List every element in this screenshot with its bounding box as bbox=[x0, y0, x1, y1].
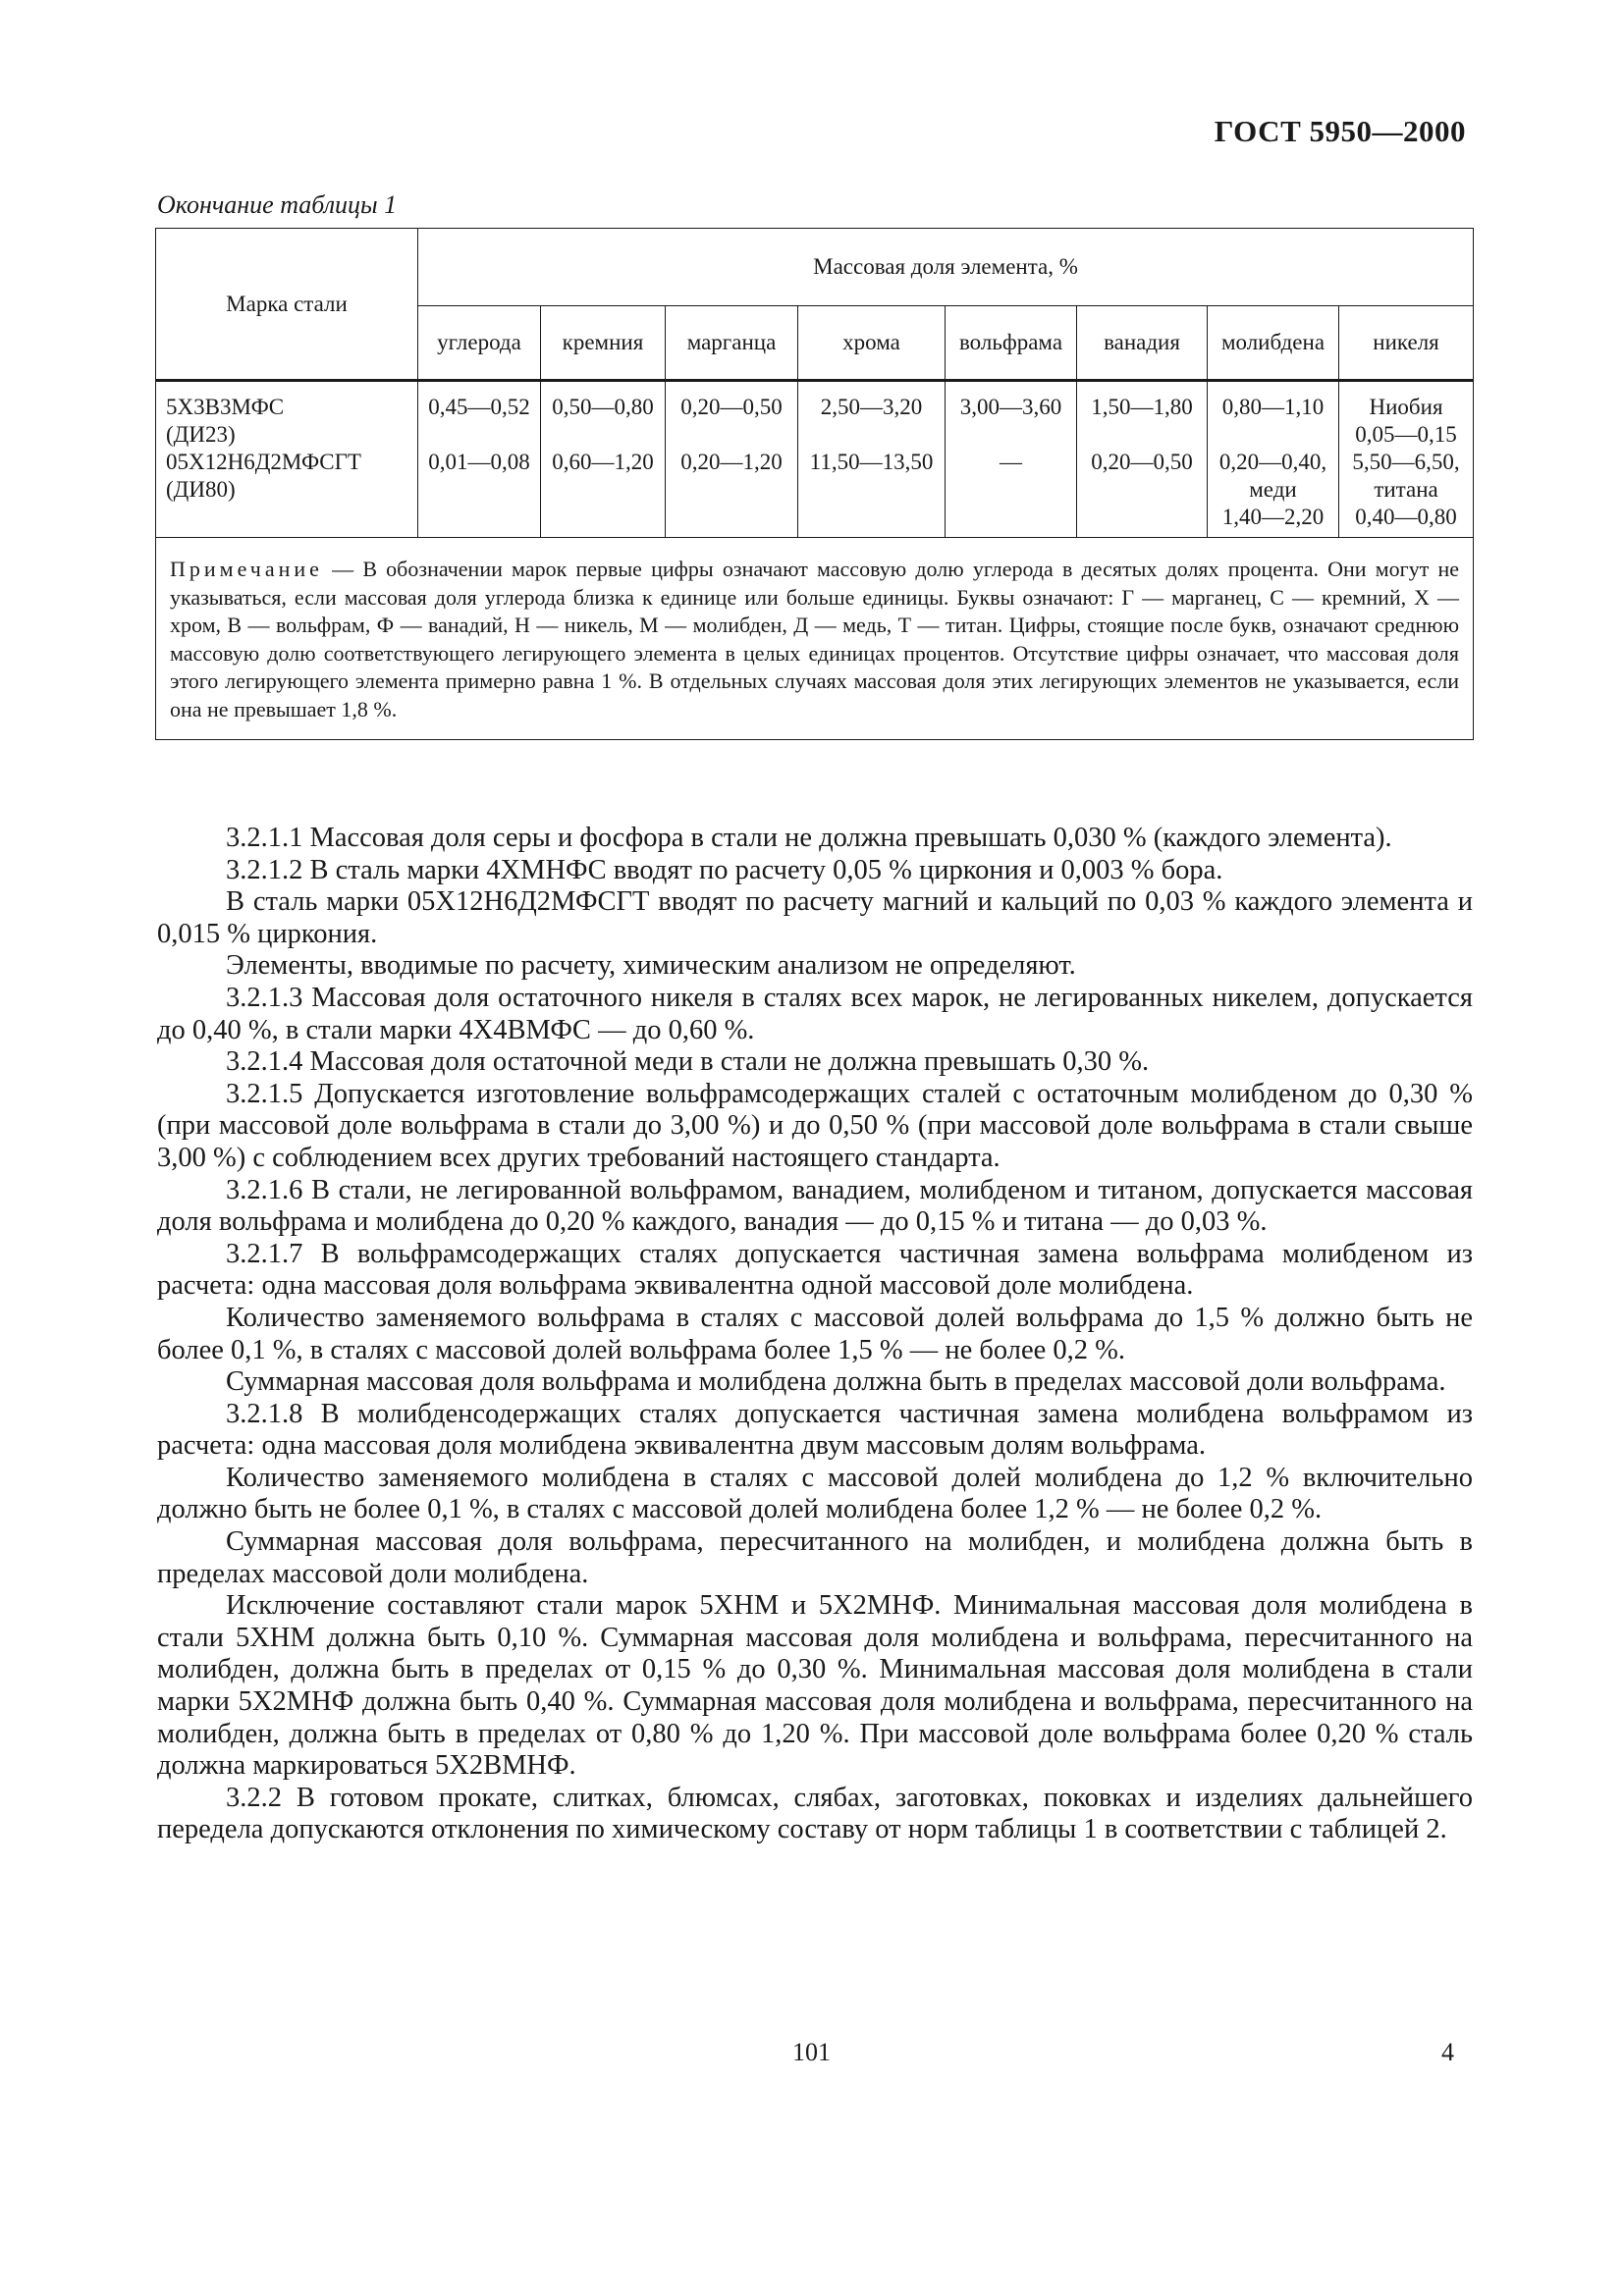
body-text bbox=[157, 823, 1473, 1846]
cell-manganese: 0,20—0,50 0,20—1,20 bbox=[666, 381, 798, 538]
paragraph: Количество заменяемого молибдена в сталях с массовой долей молибдена до 1,2 % включительно должно быть не более 0,1 %, в сталях с массовой долей молибдена более 1,2 % — не более 0,2 %. bbox=[157, 1462, 1473, 1525]
column-header-molybdenum: молибдена bbox=[1208, 306, 1339, 381]
paragraph: 3.2.1.1 Массовая доля серы и фосфора в стали не должна превышать 0,030 % (каждого элемента). bbox=[226, 823, 1392, 853]
column-header-nickel: никеля bbox=[1339, 306, 1474, 381]
paragraph: 3.2.1.5 Допускается изготовление вольфрамсодержащих сталей с остаточным молибденом до 0,30 % (при массовой доле вольфрама в стали до 3,00 %) и до 0,50 % (при массовой доле вольфрама в стали свыше 3,00 %) с соблюдением всех других требований настоящего стандарта. bbox=[157, 1078, 1473, 1173]
cell-molybdenum: 0,80—1,10 0,20—0,40, меди 1,40—2,20 bbox=[1208, 381, 1339, 538]
table-row bbox=[156, 381, 1474, 538]
cell-tungsten: 3,00—3,60 — bbox=[946, 381, 1077, 538]
paragraph: 3.2.2 В готовом прокате, слитках, блюмсах, слябах, заготовках, поковках и изделиях дальнейшего передела допускаются отклонения по химическому составу от норм таблицы 1 в соответствии с таблицей 2. bbox=[157, 1782, 1473, 1845]
paragraph: 3.2.1.4 Массовая доля остаточной меди в стали не должна превышать 0,30 %. bbox=[226, 1046, 1150, 1078]
paragraph: Суммарная массовая доля вольфрама и молибдена должна быть в пределах массовой доли вольфрама. bbox=[226, 1366, 1446, 1398]
paragraph: 3.2.1.6 В стали, не легированной вольфрамом, ванадием, молибденом и титаном, допускается массовая доля вольфрама и молибдена до 0,20 % каждого, ванадия — до 0,15 % и титана — до 0,03 %. bbox=[157, 1174, 1473, 1238]
paragraph: Исключение составляют стали марок 5ХНМ и 5Х2МНФ. Минимальная массовая доля молибдена в стали 5ХНМ должна быть 0,10 %. Суммарная массовая доля молибдена и вольфрама, пересчитанного на молибден, должна быть в пределах от 0,15 % до 0,30 %. Минимальная массовая доля молибдена в стали марки 5Х2МНФ должна быть 0,40 %. Суммарная массовая доля молибдена и вольфрама, пересчитанного на молибден, должна быть в пределах от 0,80 % до 1,20 %. При массовой доле вольфрама более 0,20 % сталь должна маркироваться 5Х2ВМНФ. bbox=[157, 1590, 1473, 1782]
cell-silicon: 0,50—0,80 0,60—1,20 bbox=[541, 381, 666, 538]
column-header-vanadium: ванадия bbox=[1077, 306, 1208, 381]
paragraph: Суммарная массовая доля вольфрама, пересчитанного на молибден, и молибдена должна быть в пределах массовой доли молибдена. bbox=[157, 1526, 1473, 1589]
cell-carbon: 0,45—0,52 0,01—0,08 bbox=[418, 381, 541, 538]
paragraph: 3.2.1.3 Массовая доля остаточного никеля в сталях всех марок, не легированных никелем, допускается до 0,40 %, в стали марки 4Х4ВМФС — до 0,60 %. bbox=[157, 982, 1473, 1045]
column-header-tungsten: вольфрама bbox=[946, 306, 1077, 381]
table-caption: Окончание таблицы 1 bbox=[157, 190, 398, 219]
column-header-chromium: хрома bbox=[798, 306, 946, 381]
cell-vanadium: 1,50—1,80 0,20—0,50 bbox=[1077, 381, 1208, 538]
column-header-silicon: кремния bbox=[541, 306, 666, 381]
paragraph: В сталь марки 05Х12Н6Д2МФСГТ вводят по расчету магний и кальций по 0,03 % каждого элемента и 0,015 % циркония. bbox=[157, 886, 1473, 949]
cell-grade: 5Х3В3МФС (ДИ23) 05Х12Н6Д2МФСГТ (ДИ80) bbox=[156, 381, 418, 538]
paragraph: 3.2.1.2 В сталь марки 4ХМНФС вводят по расчету 0,05 % циркония и 0,003 % бора. bbox=[226, 854, 1223, 885]
paragraph: 3.2.1.8 В молибденсодержащих сталях допускается частичная замена молибдена вольфрамом из расчета: одна массовая доля молибдена эквивалентна двум массовым долям вольфрама. bbox=[157, 1398, 1473, 1462]
column-header-manganese: марганца bbox=[666, 306, 798, 381]
paragraph: 3.2.1.7 В вольфрамсодержащих сталях допускается частичная замена вольфрама молибденом из расчета: одна массовая доля вольфрама эквивалентна одной массовой доле молибдена. bbox=[157, 1238, 1473, 1302]
document-standard-header: ГОСТ 5950—2000 bbox=[1214, 114, 1466, 148]
paragraph: Количество заменяемого вольфрама в сталях с массовой долей вольфрама до 1,5 % должно быть не более 0,1 %, в сталях с массовой долей вольфрама более 1,5 % — не более 0,2 %. bbox=[157, 1302, 1473, 1365]
note-label: Примечание bbox=[170, 557, 323, 581]
grade-column-header: Марка стали bbox=[156, 229, 418, 381]
mass-fraction-group-header: Массовая доля элемента, % bbox=[418, 229, 1474, 306]
page-number: 101 bbox=[792, 2038, 831, 2066]
cell-nickel: Ниобия 0,05—0,15 5,50—6,50, титана 0,40—0,80 bbox=[1339, 381, 1474, 538]
chemical-composition-table bbox=[155, 228, 1474, 740]
column-header-carbon: углерода bbox=[418, 306, 541, 381]
paragraph: Элементы, вводимые по расчету, химическим анализом не определяют. bbox=[226, 950, 1076, 982]
cell-chromium: 2,50—3,20 11,50—13,50 bbox=[798, 381, 946, 538]
table-note bbox=[156, 538, 1474, 740]
note-text: — В обозначении марок первые цифры означают массовую долю углерода в десятых долях процента. Они могут не указываться, если массовая доля углерода близка к единице или больше единицы. Буквы означают: Г — марганец, С — кремний, Х — хром, В — вольфрам, Ф — ванадий, Н — никель, М — молибден, Д — медь, Т — титан. Цифры, стоящие после букв, означают среднюю массовую долю соответствующего легирующего элемента в целых единицах процентов. Отсутствие цифры означает, что массовая доля этого легирующего элемента примерно равна 1 %. В отдельных случаях массовая доля этих легирующих элементов не указывается, если она не превышает 1,8 %. bbox=[170, 557, 1460, 721]
sheet-number: 4 bbox=[1441, 2038, 1454, 2066]
